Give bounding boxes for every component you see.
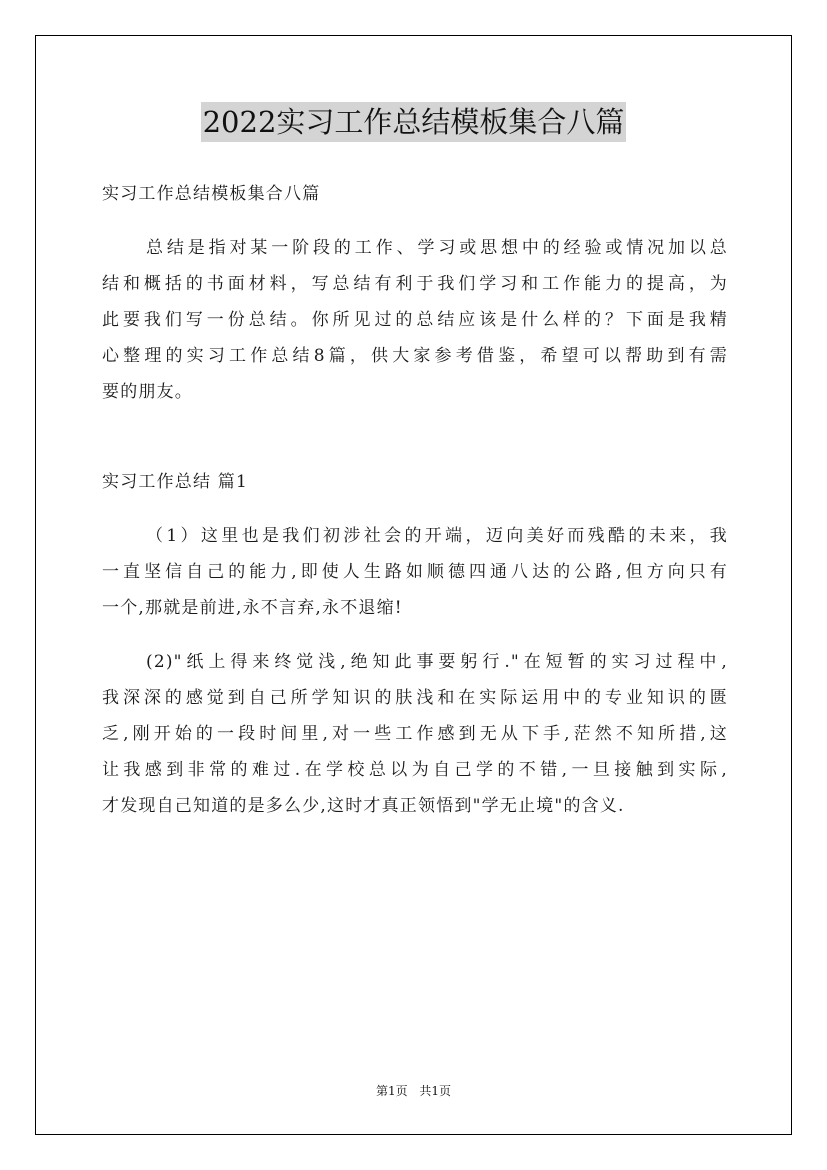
document-body — [102, 176, 728, 824]
intro-line: 要的朋友。 — [102, 382, 193, 402]
paragraph-line: 乏,刚开始的一段时间里,对一些工作感到无从下手,茫然不知所措,这 — [102, 724, 728, 744]
section-heading: 实习工作总结 篇1 — [102, 472, 249, 492]
paragraph-line: 让我感到非常的难过.在学校总以为自己学的不错,一旦接触到实际, — [102, 760, 728, 780]
page-total: 共1页 — [419, 1084, 452, 1098]
paragraph-line: 才发现自己知道的是多么少,这时才真正领悟到"学无止境"的含义. — [102, 796, 625, 816]
document-title: 2022实习工作总结模板集合八篇 — [201, 102, 627, 142]
subtitle: 实习工作总结模板集合八篇 — [102, 184, 321, 204]
paragraph-line: 一个,那就是前进,永不言弃,永不退缩! — [102, 598, 403, 618]
paragraph-line: 一直坚信自己的能力,即使人生路如顺德四通八达的公路,但方向只有 — [102, 562, 728, 582]
intro-line: 心整理的实习工作总结8篇，供大家参考借鉴，希望可以帮助到有需 — [102, 346, 728, 366]
paragraph-line: (2)"纸上得来终觉浅,绝知此事要躬行."在短暂的实习过程中, — [146, 652, 728, 672]
intro-line: 结和概括的书面材料，写总结有利于我们学习和工作能力的提高，为 — [102, 274, 728, 294]
title-container — [0, 102, 827, 142]
intro-line: 总结是指对某一阶段的工作、学习或思想中的经验或情况加以总 — [146, 238, 728, 258]
page-number: 第1页 — [375, 1084, 408, 1098]
page-footer — [0, 1083, 827, 1099]
paragraph-line: （1）这里也是我们初涉社会的开端，迈向美好而残酷的未来，我 — [146, 526, 728, 546]
intro-line: 此要我们写一份总结。你所见过的总结应该是什么样的？下面是我精 — [102, 310, 728, 330]
paragraph-line: 我深深的感觉到自己所学知识的肤浅和在实际运用中的专业知识的匮 — [102, 688, 728, 708]
